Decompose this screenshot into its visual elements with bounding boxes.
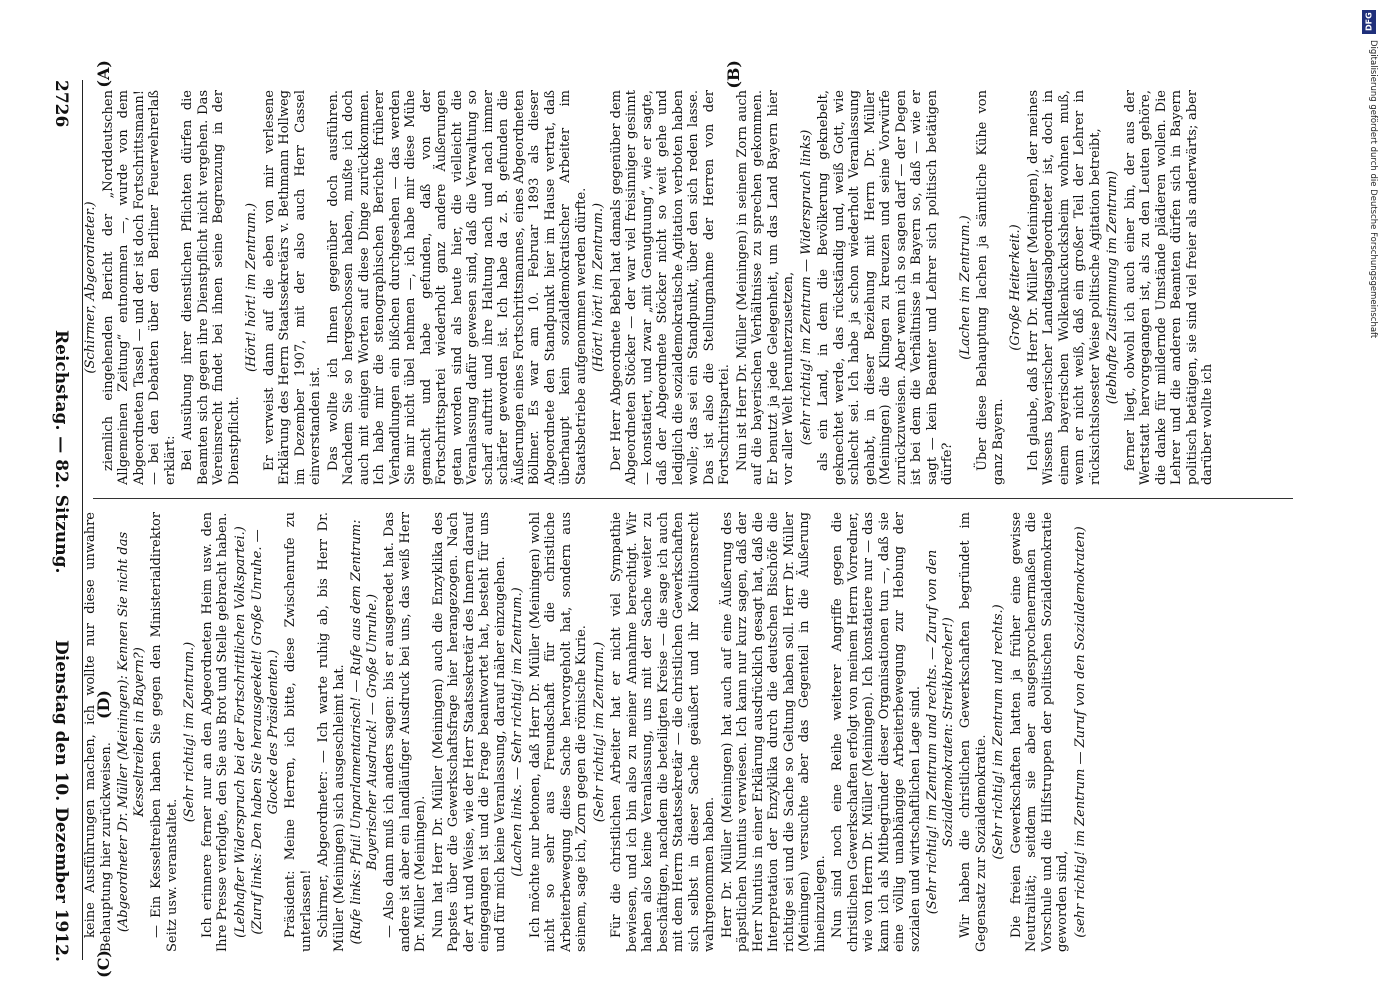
left-column-paragraph: (Hört! hört! im Zentrum.) (591, 202, 606, 373)
page-header (41, 80, 71, 980)
right-column-paragraph: (Abgeordneter Dr. Müller (Meiningen): Kennen Sie nicht das Kesseltreiben in Bayern?) (116, 531, 147, 933)
right-column-paragraph: (Sehr richtig! im Zentrum.) (591, 641, 607, 823)
right-column (83, 512, 1303, 952)
dfg-logo: DFG (1362, 10, 1376, 34)
right-column-paragraph: Nun hat Herr Dr. Müller (Meiningen) auch die Enzyklika des Papstes über die Gewerkschaftsfrage hier herangezogen. Nach der Art und Weise, wie der Herr Staatssekretär des Innern darauf eingegangen ist und die Frage beantwortet hat, besteht für uns und für mich keine Veranlassung, darauf näher einzugehen. (430, 512, 508, 952)
right-column-paragraph: keine Ausführungen machen, ich wollte nur diese unwahre Behauptung hier zurückweisen. (83, 512, 114, 952)
left-column-paragraph: ferner liegt, obwohl ich auch einer bin, der aus der Wertstatt hervorgegangen ist, als zu den Leuten gehöre, die danke für mildernde Umstände plädieren wollen. Die Lehrer und die anderen Beamten dürfen sich in Bayern politisch betätigen, sie sind viel freier als anderwärts; aber darüber wollte ich (1122, 90, 1215, 485)
left-column-paragraph: (Hört! hört! im Zentrum.) (244, 202, 259, 373)
left-column-paragraph: Über diese Behauptung lachen ja sämtliche Kühe von ganz Bayern. (975, 90, 1006, 485)
right-column-paragraph: Schirmer, Abgeordneter: — Ich warte ruhig ab, bis Herr Dr. Müller (Meiningen) sich ausgeschleimt hat. (316, 512, 347, 952)
left-column-paragraph: als ein Land, in dem die Bevölkerung geknebelt, geknechtet werde, das rückständig und, weiß Gott, wie schlecht sei. Ich habe ja schon wiederholt Veranlassung gehabt, in dieser Beziehung mit Herrn Dr. Müller (Meiningen) die Klingen zu kreuzen und seine Vorwürfe zurückzuweisen. Aber wenn ich so sagen darf — der Degen ist bei dem die Verhältnisse in Bayern so, daß — wie er sagt — kein Beamter und Lehrer sich politisch betätigen dürfe? (816, 90, 955, 485)
left-column-paragraph: Das wollte ich Ihnen gegenüber doch ausführen. Nachdem Sie so hergeschossen haben, mußte ich doch auch mit einigen Worten auf diese Dinge zurückkommen. Ich habe mir die stenographischen Berichte früherer Verhandlungen ein bißchen durchgesehen — das werden Sie mir nicht übel nehmen —, ich habe mir diese Mühe gemacht und habe gefunden, daß von der Fortschrittspartei wiederholt ganz andere Äußerungen getan worden sind als heute hier, die vielleicht die Veranlassung dafür gewesen sind, daß die Verwaltung so scharf auftritt und ihre Haltung nach und nach immer schärfer geworden ist. Ich habe da z. B. gefunden die Äußerungen eines Fortschrittsmannes, eines Abgeordneten Böllmer. Es war am 10. Februar 1893 als dieser Abgeordnete den Standpunkt hier im Hause vertrat, daß überhaupt kein sozialdemokratischer Arbeiter im Staatsbetriebe aufgenommen werden dürfte. (325, 90, 589, 485)
session-date: Dienstag den 10. Dezember 1912. (51, 640, 71, 962)
right-column-paragraph: (Zuruf links: Den haben Sie herausgeekelt! Große Unruhe. — Glocke des Präsidenten.) (250, 529, 281, 935)
right-column-paragraph: (Lebhafter Widerspruch bei der Fortschrittlichen Volkspartei.) (232, 526, 248, 938)
column-divider (93, 498, 1293, 499)
left-column-paragraph: ziemlich eingehenden Bericht der „Norddeutschen Allgemeinen Zeitung“ entnommen —, wurde von dem Abgeordneten Tassel — und der ist doch Fortschrittsmann! — bei den Debatten über den Berliner Feuerwehrerlaß erklärt: (100, 90, 178, 485)
left-column-paragraph: Ich glaube, daß Herr Dr. Müller (Meiningen), der meines Wissens bayerischer Landtagsabgeordneter ist, doch in einem bayerischen Wolkenkuckucksheim wohnen muß, wenn er nicht weiß, daß ein großer Teil der Lehrer in rücksichtslosester Weise politische Agitation betreibt, (1025, 90, 1103, 485)
left-column-paragraph: (Große Heiterkeit.) (1008, 224, 1023, 351)
left-column-paragraph: (lebhafte Zustimmung im Zentrum) (1105, 170, 1120, 405)
right-column-paragraph: Präsident: Meine Herren, ich bitte, diese Zwischenrufe zu unterlassen! (283, 512, 314, 952)
left-column-paragraph: Der Herr Abgeordnete Bebel hat damals gegenüber dem Abgeordneten Stöcker — der war viel freisinniger gesinnt — konstatiert, und zwar „mit Genugtuung“, wie er sagte, daß der Abgeordnete Stöcker nicht so weit gehe und lediglich die sozialdemokratische Agitation verboten haben wolle; das sei ein Standpunkt, über den sich reden lasse. Das ist also die Stellungnahme der Herren von der Fortschrittspartei. (608, 90, 732, 485)
left-column-paragraph: (sehr richtig! im Zentrum — Widerspruch links) (798, 129, 814, 446)
right-column-paragraph: (Rufe links: Pfui! Unparlamentarisch! — Rufe aus dem Zentrum: Bayerischer Ausdruck! — Große Unruhe.) (349, 519, 380, 945)
right-column-paragraph: — Ein Kesseltreiben haben Sie gegen den Ministerialdirektor Seitz usw. veranstaltet. (149, 512, 180, 952)
right-column-paragraph: Ich erinnere ferner nur an den Abgeordneten Heim usw. den Ihre Presse verfolgte, den Sie aus Brot und Stelle gebracht haben. (199, 512, 230, 952)
left-column (83, 90, 1303, 485)
right-column-paragraph: Für die christlichen Arbeiter hat er nicht viel Sympathie bewiesen, und ich bin also zu meiner Annahme berechtigt. Wir haben also keine Veranlassung, uns mit der Sache weiter zu beschäftigen, nachdem die beteiligten Kreise — die sage ich auch mit dem Herrn Staatssekretär — die christlichen Gewerkschaften sich selbst in dieser Sache geäußert und ihr Koalitionsrecht wahrgenommen haben. (609, 512, 717, 952)
margin-marker-c: (C) (94, 950, 113, 978)
left-column-paragraph: Nun ist Herr Dr. Müller (Meiningen) in seinem Zorn auch auf die bayerischen Verhältnisse zu sprechen gekommen. Er benutzt ja jede Gelegenheit, um das Land Bayern hier vor aller Welt herunterzusetzen, (734, 90, 796, 485)
margin-marker-d: (D) (94, 690, 113, 720)
right-column-paragraph: Herr Dr. Müller (Meiningen) hat auch auf eine Äußerung des päpstlichen Nuntius verwiesen. Ich kann nur kurz sagen, daß der Herr Nuntius in einer Erklärung ausdrücklich gesagt hat, daß die Interpretation der Enzyklika durch die deutschen Bischöfe die richtige sei und die Sache so Geltung haben soll. Herr Dr. Müller (Meiningen) versuchte aber das Gegenteil in die Äußerung hineinzulegen. (719, 512, 828, 952)
left-column-paragraph: Er verweist dann auf die eben von mir verlesene Erklärung des Herrn Staatssekretärs v. Bethmann Hollweg im Dezember 1907, mit der also auch Herr Cassel einverstanden ist. (261, 90, 323, 485)
right-column-paragraph: Die freien Gewerkschaften hatten ja früher eine gewisse Neutralität; seitdem sie aber ausgesprochenermaßen die Vorschule und die Hilfstruppen der politischen Sozialdemokratie geworden sind, (1008, 512, 1070, 952)
right-column-paragraph: (Sehr richtig! im Zentrum und rechts.) (991, 604, 1006, 860)
margin-marker-b: (B) (724, 60, 743, 89)
session-title: Reichstag. — 82. Sitzung. (51, 330, 71, 574)
digitization-credit: Digitalisierung gefördert durch die Deutsche Forschungsgemeinschaft (1368, 40, 1378, 339)
right-column-paragraph: Wir haben die christlichen Gewerkschaften begründet im Gegensatz zur Sozialdemokratie. (958, 512, 989, 952)
right-column-paragraph: Ich möchte nur betonen, daß Herr Dr. Müller (Meiningen) wohl nicht so sehr aus Freundschaft für die christliche Arbeiterbewegung diese Sache hervorgeholt hat, sondern aus seinem, sage ich, Zorn gegen die römische Kurie. (527, 512, 589, 952)
left-column-paragraph: Bei Ausübung ihrer dienstlichen Pflichten dürfen die Beamten sich gegen ihre Dienstpflicht nicht vergehen. Das Vereinsrecht findet bei ihnen seine Begrenzung in der Dienstpflicht. (180, 90, 242, 485)
left-column-paragraph: (Lachen im Zentrum.) (957, 215, 973, 360)
right-column-paragraph: (Lachen links. — Sehr richtig! im Zentrum.) (510, 587, 525, 877)
right-column-paragraph: (sehr richtig! im Zentrum — Zuruf von den Sozialdemokraten) (1072, 526, 1088, 938)
right-column-paragraph: (Sehr richtig! im Zentrum.) (182, 641, 197, 823)
left-column-paragraph: (Schirmer, Abgeordneter.) (83, 201, 98, 374)
right-column-paragraph: (Sehr richtig! im Zentrum und rechts. — Zuruf von den Sozialdemokraten: Streikbrecher!) (925, 549, 956, 915)
right-column-paragraph: Nun sind noch eine Reihe weiterer Angriffe gegen die christlichen Gewerkschaften erfolgt von meinem Herrn Vorredner, wie von Herrn Dr. Müller (Meiningen). Ich konstatiere nur — das kann ich als Mitbegründer dieser Organisationen tun —, daß sie eine völlig unabhängige Arbeiterbewegung zur Hebung der sozialen und wirtschaftlichen Lage sind. (830, 512, 923, 952)
margin-marker-a: (A) (94, 60, 113, 88)
page-number: 2726 (51, 80, 71, 128)
right-column-paragraph: — Also dann muß ich anders sagen: bis er ausgeredet hat. Das andere ist aber ein landläufiger Ausdruck bei uns, das weiß Herr Dr. Müller (Meiningen). (382, 512, 428, 952)
